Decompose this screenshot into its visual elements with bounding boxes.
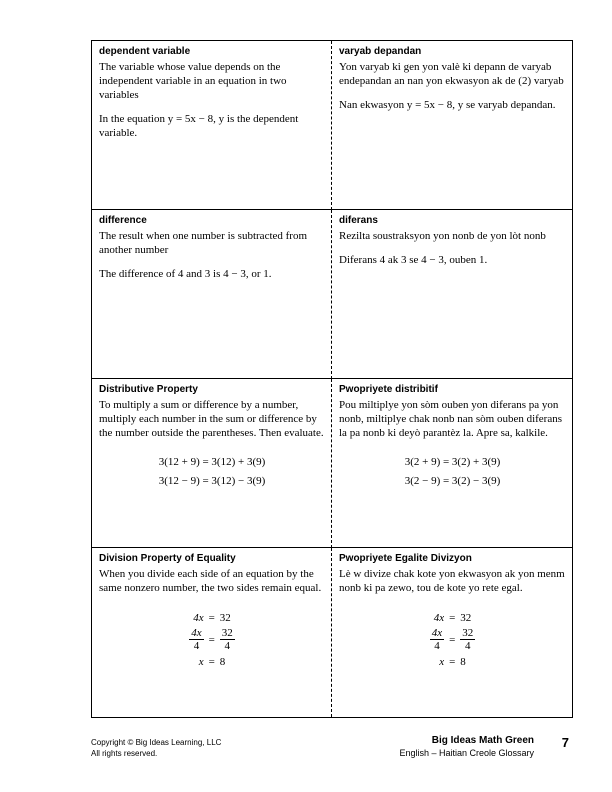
fraction-numerator: 32	[221, 627, 233, 639]
fraction-denominator: 4	[224, 640, 230, 652]
term-example: The difference of 4 and 3 is 4 − 3, or 1.	[99, 268, 272, 280]
term-heading: difference	[99, 215, 147, 226]
term-definition: Rezilta soustraksyon yon nonb de yon lòt nonb	[339, 230, 546, 242]
math-example	[339, 453, 566, 491]
term-heading: Pwopriyete Egalite Divizyon	[339, 553, 472, 564]
equation-term: 32	[460, 611, 472, 624]
fraction-numerator: 4x	[191, 627, 202, 639]
equation-term: 4x	[193, 611, 204, 624]
fraction	[460, 627, 475, 652]
term-heading: diferans	[339, 215, 378, 226]
book-title: Big Ideas Math Green	[431, 735, 534, 746]
equation-term: x	[439, 655, 445, 668]
term-definition: The result when one number is subtracted from another number	[99, 230, 308, 256]
fraction-numerator: 32	[462, 627, 474, 639]
equation-term: 8	[219, 655, 226, 668]
glossary-cell-creole	[332, 548, 572, 717]
footer-book-info	[399, 735, 534, 759]
fraction	[220, 627, 235, 652]
equation-term: 4x	[433, 611, 445, 624]
page-number: 7	[561, 735, 569, 750]
glossary-grid	[91, 40, 573, 718]
term-heading: varyab depandan	[339, 46, 422, 57]
equation-block	[339, 608, 566, 671]
term-example: In the equation y = 5x − 8, y is the dependent variable.	[99, 113, 299, 139]
equation-block	[99, 608, 325, 671]
glossary-title: English – Haitian Creole Glossary	[399, 748, 534, 758]
term-heading: dependent variable	[99, 46, 191, 57]
math-example	[99, 453, 325, 491]
term-definition: Lè w divize chak kote yon ekwasyon ak yon menm nonb ki pa zewo, tou de kote yo rete egal.	[339, 568, 565, 594]
term-heading: Pwopriyete distribitif	[339, 384, 438, 395]
equals-sign: =	[208, 633, 215, 646]
glossary-cell-creole	[332, 210, 572, 379]
copyright-text: Copyright © Big Ideas Learning, LLC	[91, 738, 222, 747]
term-example: Nan ekwasyon y = 5x − 8, y se varyab depandan.	[339, 99, 556, 111]
glossary-cell-english	[92, 210, 332, 379]
equals-sign: =	[208, 611, 215, 624]
term-definition: To multiply a sum or difference by a number, multiply each number in the sum or difference by the number outside the parentheses. Then evaluate.	[99, 399, 324, 439]
equals-sign: =	[449, 611, 456, 624]
equation-term: x	[198, 655, 204, 668]
equals-sign: =	[208, 655, 215, 668]
fraction-denominator: 4	[464, 640, 471, 652]
glossary-cell-creole	[332, 41, 572, 210]
glossary-cell-english	[92, 379, 332, 548]
equation-term: 8	[460, 655, 466, 668]
math-line: 3(12 − 9) = 3(12) − 3(9)	[158, 475, 266, 487]
glossary-cell-creole	[332, 379, 572, 548]
term-definition: The variable whose value depends on the independent variable in an equation in two variables	[99, 61, 287, 101]
fraction-denominator: 4	[193, 640, 200, 652]
term-heading: Division Property of Equality	[99, 553, 236, 564]
fraction	[189, 627, 203, 652]
math-line: 3(2 − 9) = 3(2) − 3(9)	[404, 475, 501, 487]
equals-sign: =	[449, 655, 456, 668]
term-definition: Yon varyab ki gen yon valè ki depann de varyab endepandan an nan yon ekwasyon ak de (2) varyab	[339, 61, 564, 87]
glossary-cell-english	[92, 41, 332, 210]
fraction-denominator: 4	[434, 640, 440, 652]
rights-text: All rights reserved.	[91, 749, 158, 758]
term-example: Diferans 4 ak 3 se 4 − 3, ouben 1.	[339, 254, 488, 266]
footer-copyright	[91, 737, 221, 759]
fraction	[430, 627, 444, 652]
math-line: 3(12 + 9) = 3(12) + 3(9)	[158, 456, 266, 468]
term-definition: Pou miltiplye yon sòm ouben yon diferans pa yon nonb, miltiplye chak nonb nan sòm ouben diferans la pa nonb ki deyò parantèz la. Apre sa, kalkile.	[339, 399, 563, 439]
glossary-cell-english	[92, 548, 332, 717]
fraction-numerator: 4x	[431, 627, 443, 639]
equals-sign: =	[449, 633, 456, 646]
term-definition: When you divide each side of an equation by the same nonzero number, the two sides remain equal.	[99, 568, 322, 594]
math-line: 3(2 + 9) = 3(2) + 3(9)	[404, 456, 501, 468]
equation-term: 32	[219, 611, 231, 624]
term-heading: Distributive Property	[99, 384, 198, 395]
